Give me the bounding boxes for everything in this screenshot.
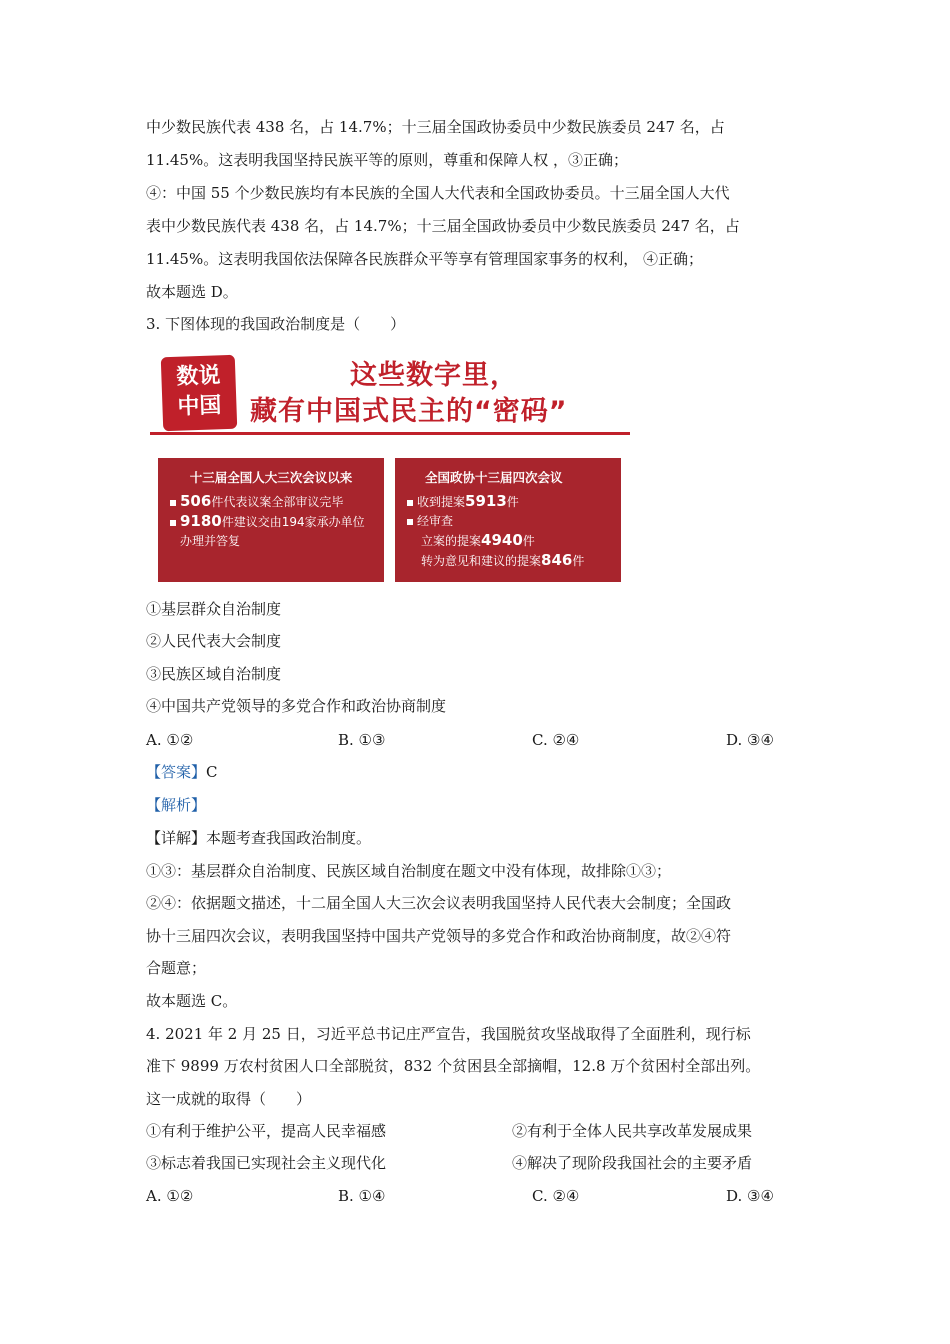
statement: ①有利于维护公平，提高人民幸福感 <box>146 1122 387 1140</box>
panel-item <box>407 531 609 551</box>
question-3-stem: 3. 下图体现的我国政治制度是（ ） <box>146 315 406 333</box>
option-c: C. ②④ <box>532 731 580 749</box>
stat-text: 经审查 <box>417 514 454 528</box>
statement: ①基层群众自治制度 <box>146 600 282 618</box>
statement: ④解决了现阶段我国社会的主要矛盾 <box>512 1154 753 1172</box>
stat-text: 转为意见和建议的提案 <box>421 554 542 568</box>
figure-image <box>150 344 630 589</box>
statement: ②人民代表大会制度 <box>146 632 282 650</box>
panel-title: 全国政协十三届四次会议 <box>425 470 563 485</box>
text-line: 11.45%。这表明我国依法保障各民族群众平等享有管理国家事务的权利， ④正确； <box>146 250 703 268</box>
question-4-stem: 这一成就的取得（ ） <box>146 1090 312 1108</box>
option-a: A. ①② <box>146 1187 194 1205</box>
text-line: 11.45%。这表明我国坚持民族平等的原则，尊重和保障人权 ，③正确； <box>146 151 628 169</box>
bullet-icon <box>407 519 413 525</box>
text-line: ④：中国 55 个少数民族均有本民族的全国人大代表和全国政协委员。十三届全国人大代 <box>146 184 730 202</box>
divider <box>150 432 630 435</box>
analysis-line <box>146 795 206 815</box>
option-d: D. ③④ <box>726 731 774 749</box>
stamp-text: 数说 <box>175 363 221 390</box>
stat-number: 4940 <box>481 531 523 549</box>
stat-unit: 件 <box>506 495 519 509</box>
figure-banner <box>150 344 630 436</box>
stat-unit: 件 <box>522 534 535 548</box>
panel-item <box>407 512 609 531</box>
bullet-icon <box>170 520 176 526</box>
statement: ②有利于全体人民共享改革发展成果 <box>512 1122 753 1140</box>
statement: ③民族区域自治制度 <box>146 665 282 683</box>
stat-number: 9180 <box>180 512 222 530</box>
headline-line: 藏有中国式民主的“密码” <box>250 396 568 427</box>
question-4-stem: 4. 2021 年 2 月 25 日，习近平总书记庄严宣告，我国脱贫攻坚战取得了全面胜利，现行标 <box>146 1025 751 1043</box>
stat-text: 件建议交由194家承办单位 <box>221 515 365 529</box>
stat-number: 846 <box>541 551 573 569</box>
option-b: B. ①③ <box>338 731 386 749</box>
stamp-text: 中国 <box>177 393 222 420</box>
stat-unit: 件 <box>572 554 585 568</box>
analysis-tag: 【解析】 <box>146 796 207 814</box>
explanation-line: 合题意； <box>146 959 207 977</box>
stat-number: 5913 <box>465 492 507 510</box>
panel-item <box>170 492 372 512</box>
detail-tag: 【详解】 <box>146 829 207 847</box>
stat-text: 件代表议案全部审议完毕 <box>211 495 344 509</box>
explanation-line: 协十三届四次会议，表明我国坚持中国共产党领导的多党合作和政治协商制度，故②④符 <box>146 927 732 945</box>
panel-title: 十三届全国人大三次会议以来 <box>189 470 353 485</box>
panel-item <box>170 512 372 532</box>
panel-item <box>407 551 609 571</box>
answer-line <box>146 762 218 782</box>
explanation-line: ②④：依据题文描述，十二届全国人大三次会议表明我国坚持人民代表大会制度；全国政 <box>146 894 732 912</box>
text-line: 表中少数民族代表 438 名，占 14.7%；十三届全国政协委员中少数民族委员 247 名，占 <box>146 217 740 235</box>
detail-text: 本题考查我国政治制度。 <box>206 829 372 847</box>
stat-text: 立案的提案 <box>421 534 482 548</box>
option-c: C. ②④ <box>532 1187 580 1205</box>
statement: ③标志着我国已实现社会主义现代化 <box>146 1154 387 1172</box>
statement: ④中国共产党领导的多党合作和政治协商制度 <box>146 697 447 715</box>
panel-item: 办理并答复 <box>180 534 241 548</box>
option-b: B. ①④ <box>338 1187 386 1205</box>
panel-item <box>407 492 609 512</box>
stat-text: 收到提案 <box>417 495 466 509</box>
cppcc-panel <box>395 458 621 582</box>
figure-headline <box>250 358 630 430</box>
headline-line: 这些数字里， <box>350 360 518 391</box>
explanation-line: 故本题选 C。 <box>146 992 238 1010</box>
text-line: 中少数民族代表 438 名，占 14.7%；十三届全国政协委员中少数民族委员 247 名，占 <box>146 118 725 136</box>
answer-value: C <box>206 763 218 781</box>
bullet-icon <box>170 500 176 506</box>
question-4-stem: 准下 9899 万农村贫困人口全部脱贫，832 个贫困县全部摘帽，12.8 万个贫困村全部出列。 <box>146 1057 761 1075</box>
npc-panel <box>158 458 384 582</box>
explanation-line: ①③：基层群众自治制度、民族区域自治制度在题文中没有体现，故排除①③； <box>146 862 672 880</box>
bullet-icon <box>407 500 413 506</box>
stamp-logo <box>161 355 238 432</box>
option-a: A. ①② <box>146 731 194 749</box>
option-d: D. ③④ <box>726 1187 774 1205</box>
text-line: 故本题选 D。 <box>146 283 238 301</box>
stat-number: 506 <box>180 492 212 510</box>
answer-tag: 【答案】 <box>146 763 207 781</box>
detail-line <box>146 828 371 848</box>
